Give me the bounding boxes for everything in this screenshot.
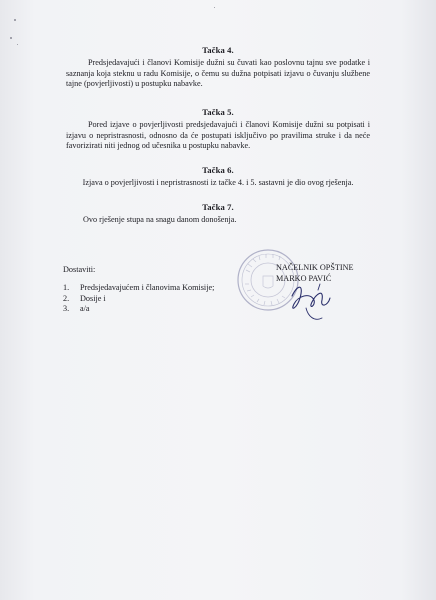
section-body: Ovo rješenje stupa na snagu danom donošenja. bbox=[83, 215, 237, 224]
section-text: Pored izjave o povjerljivosti predsjedavajući i članovi Komisije dužni su potpisati i izjavu o nepristrasnosti, odnosno da će postupati isključivo po pravilima struke i da neće favorizirati niti jednog od učesnika u postupku nabavke. bbox=[66, 120, 370, 151]
list-item-number: 2. bbox=[63, 293, 70, 303]
list-item-text: Predsjedavajućem i članovima Komisije; bbox=[80, 283, 215, 292]
list-item bbox=[63, 294, 214, 305]
list-item-text: a/a bbox=[80, 304, 90, 314]
list-item bbox=[63, 283, 214, 294]
section-heading: Tačka 6. bbox=[202, 165, 234, 175]
list-item-number: 3. bbox=[63, 304, 70, 314]
list-item-text: Dosije i bbox=[80, 293, 106, 303]
section-body bbox=[66, 58, 370, 90]
section-body bbox=[66, 120, 370, 152]
list-item-number: 1. bbox=[63, 283, 70, 292]
distribution-list bbox=[63, 283, 214, 315]
scan-speck bbox=[14, 19, 16, 21]
signatory-title: NAČELNIK OPŠTINE bbox=[276, 263, 354, 272]
scan-speck bbox=[214, 7, 215, 8]
list-item bbox=[63, 304, 214, 315]
signatory-name: MARKO PAVIĆ bbox=[276, 273, 332, 283]
section-text: Predsjedavajući i članovi Komisije dužni su čuvati kao poslovnu tajnu sve podatke i saznanja koja steknu u radu Komisije, o čemu su dužna potpisati izjavu o čuvanju službene tajne (povjerljivosti) u postupku nabavke. bbox=[66, 58, 370, 89]
distribution-label: Dostaviti: bbox=[63, 265, 96, 274]
section-body: Izjava o povjerljivosti i nepristrasnosti iz tačke 4. i 5. sastavni je dio ovog rješenja. bbox=[82, 178, 354, 187]
section-heading: Tačka 4. bbox=[202, 45, 234, 55]
scan-speck bbox=[10, 37, 12, 39]
section-heading: Tačka 5. bbox=[202, 107, 234, 117]
section-heading: Tačka 7. bbox=[202, 202, 234, 212]
handwritten-signature bbox=[270, 278, 350, 326]
